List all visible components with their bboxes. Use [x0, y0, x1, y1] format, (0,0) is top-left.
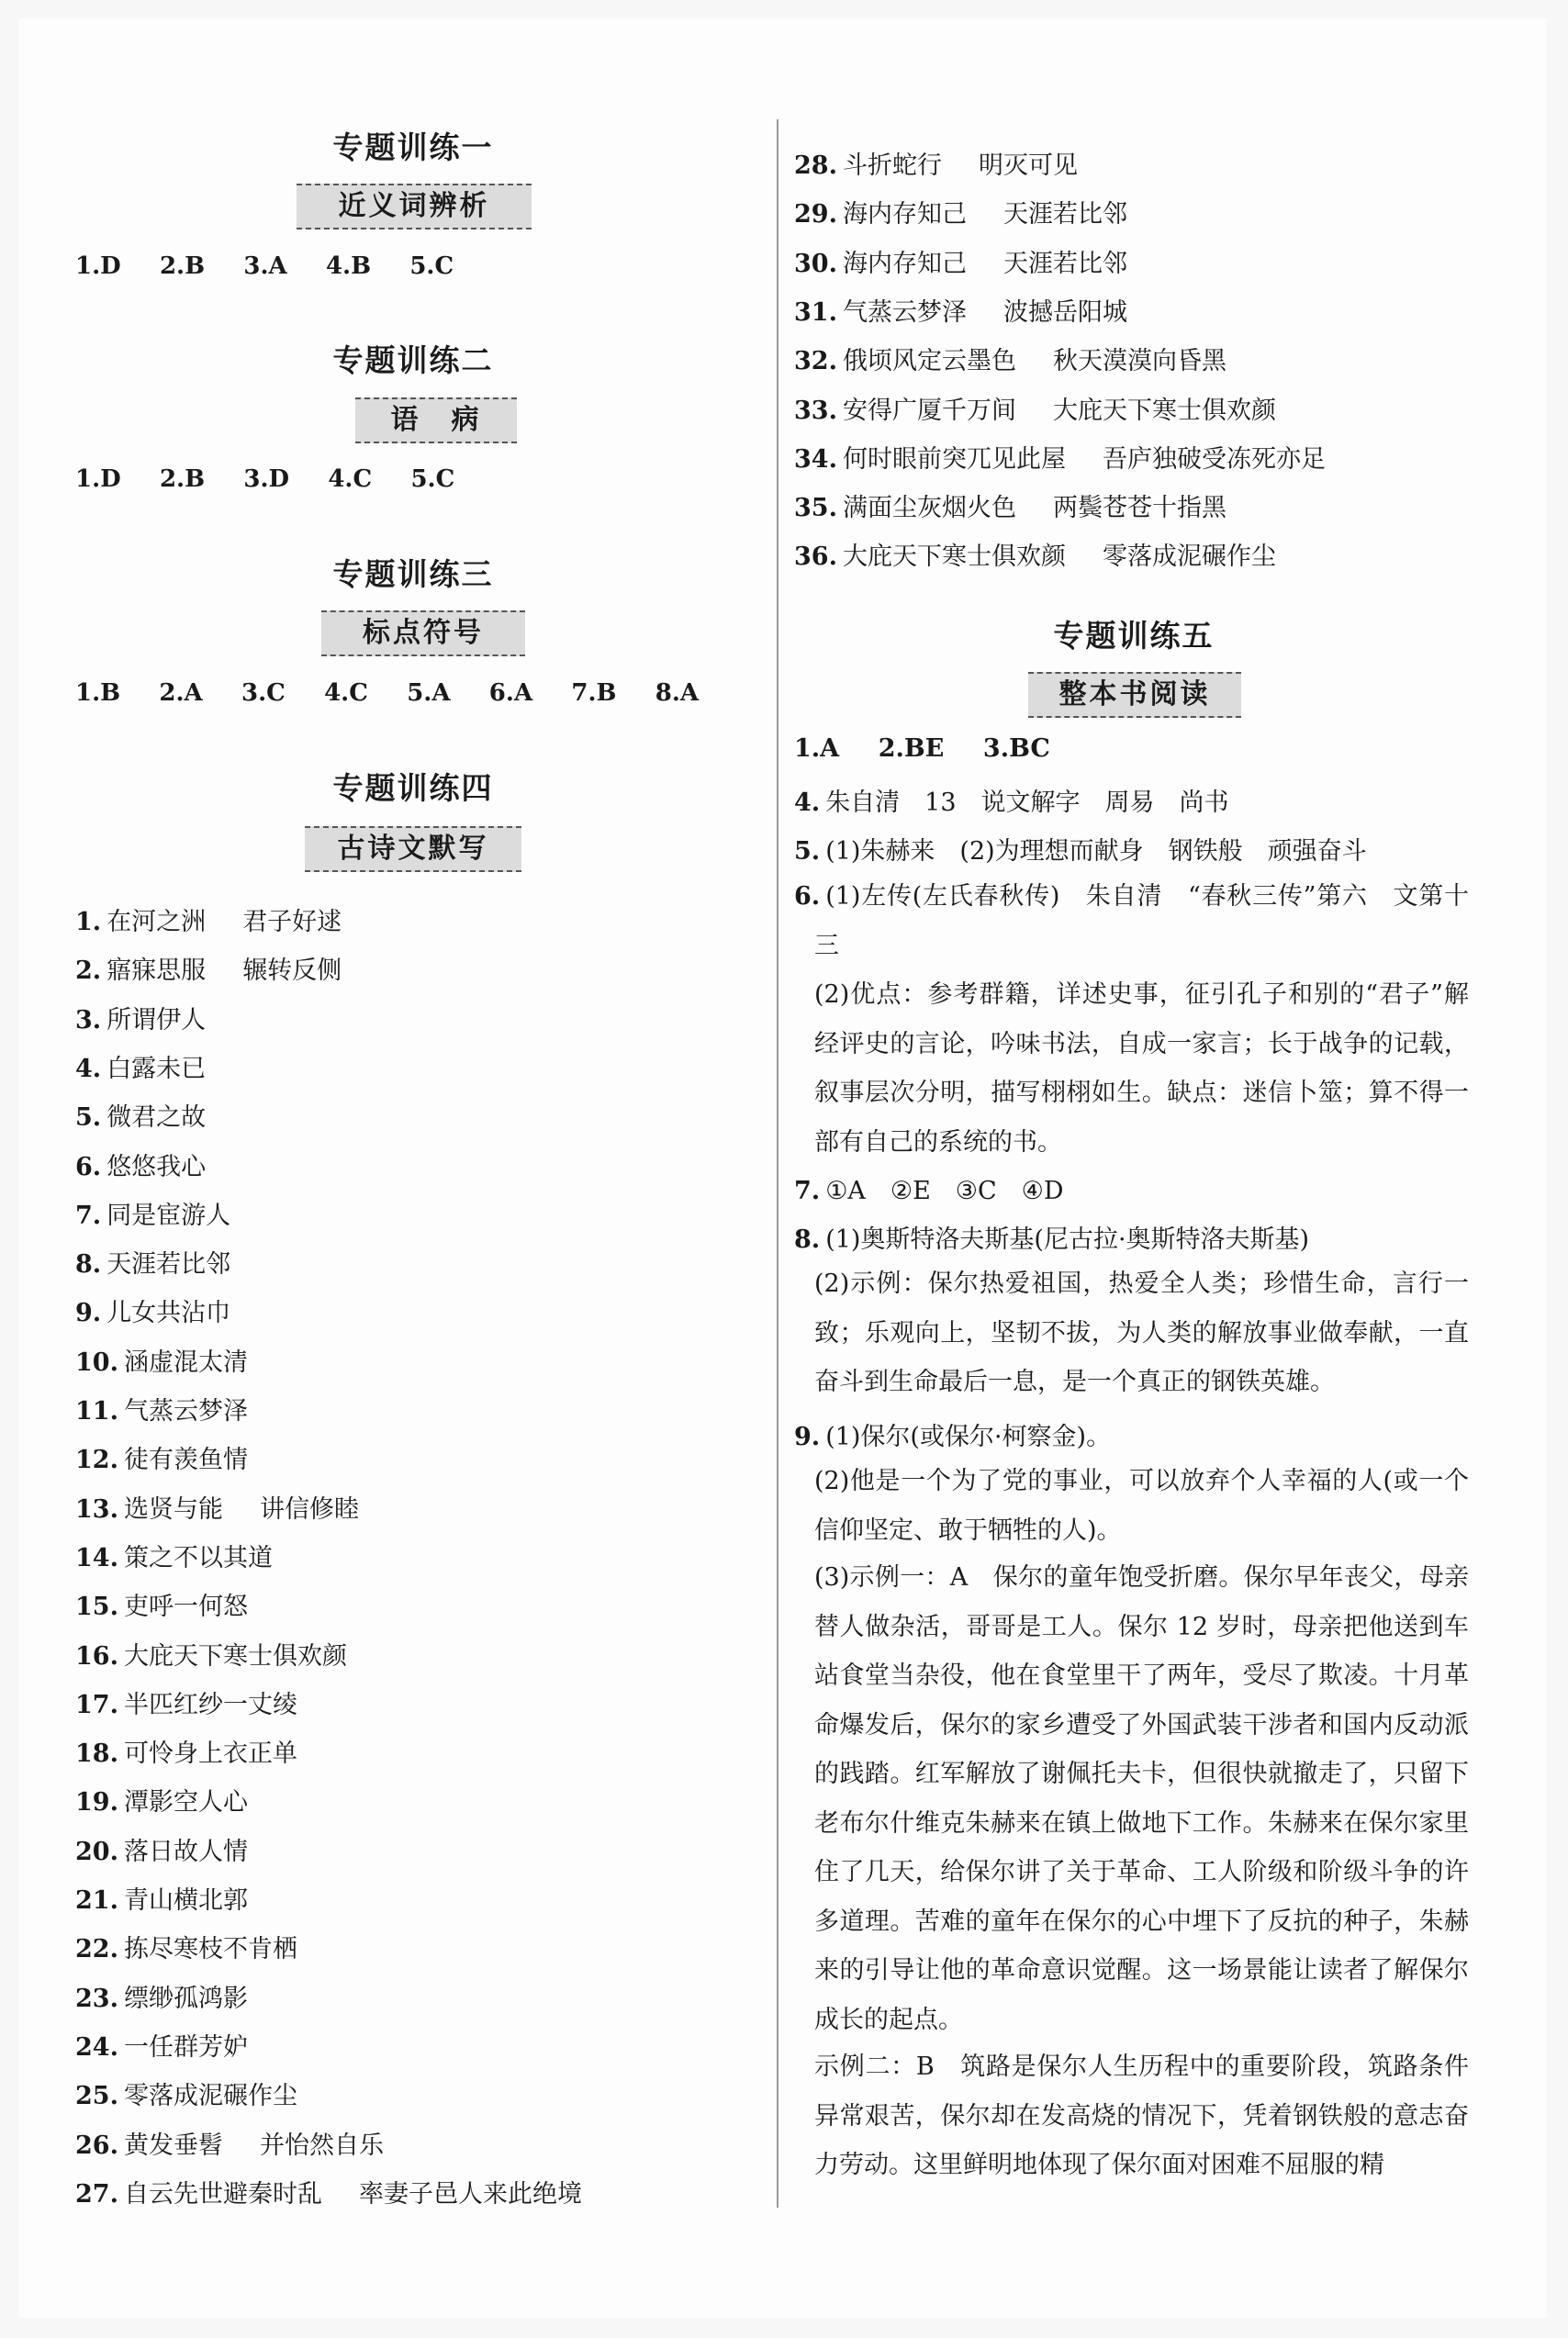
q-number: 31. — [794, 297, 837, 327]
answer: 5.A — [407, 679, 451, 707]
q-number: 4. — [794, 789, 821, 817]
q9-part4: 示例二：B 筑路是保尔人生历程中的重要阶段，筑路条件异常艰苦，保尔却在发高烧的情况下，凭着钢铁般的意志奋力劳动。这里鲜明地体现了保尔面对困难不屈服的精 — [814, 2053, 1469, 2179]
answer-line — [75, 1586, 285, 1622]
q-number: 17. — [75, 1690, 118, 1719]
answer-line — [75, 1342, 285, 1378]
answers-1 — [75, 252, 485, 280]
q-number: 21. — [75, 1886, 118, 1915]
q-number: 27. — [75, 2179, 118, 2209]
answer-text-a: 气蒸云梦泽 — [123, 1397, 248, 1426]
q-number: 5. — [75, 1103, 102, 1133]
q-number: 4. — [75, 1054, 102, 1083]
q-number: 11. — [75, 1397, 118, 1426]
q-text: (1)保尔(或保尔·柯察金)。 — [825, 1423, 1112, 1451]
q6-part1 — [794, 872, 1469, 970]
answer-line — [75, 1048, 242, 1084]
answer-text-a: 策之不以其道 — [123, 1543, 273, 1572]
answer-text-a: 满面尘灰烟火色 — [842, 494, 1016, 523]
answer-line — [75, 950, 342, 986]
q-text: (1)朱赫来 (2)为理想而献身 钢铁般 顽强奋斗 — [825, 837, 1367, 866]
q7-line — [794, 1170, 1064, 1206]
answer-text-a: 儿女共沾巾 — [106, 1299, 231, 1328]
q-number: 6. — [75, 1152, 102, 1181]
section-title-1: 专题训练一 — [332, 129, 494, 165]
answer-text-a: 一任群芳妒 — [123, 2032, 248, 2062]
answer-text-a: 选贤与能 — [123, 1494, 223, 1524]
answer-line — [75, 1733, 334, 1769]
answer-line — [794, 487, 1226, 523]
q5-line — [794, 831, 1367, 867]
q9-part3: (3)示例一：A 保尔的童年饱受折磨。保尔早年丧父，母亲替人做杂活，哥哥是工人。保尔 12 岁时，母亲把他送到车站食堂当杂役，他在食堂里干了两年，受尽了欺凌。十月革命爆发后，保尔的家乡遭受了外国武装干涉者和国内反动派的践踏。红军解放了谢佩托夫卡，但很快就撤走了，只留下老布尔什维克朱赫来在镇上做地下工作。朱赫来在保尔家里住了几天，给保尔讲了关于革命、工人阶级和阶级斗争的许多道理。苦难的童年在保尔的心中埋下了反抗的种子，朱赫来的引导让他的革命意识觉醒。这一场景能让读者了解保尔成长的起点。 — [814, 1563, 1469, 2034]
answer-line — [75, 1391, 285, 1426]
q-number: 35. — [794, 494, 837, 523]
q-number: 2. — [75, 956, 102, 986]
answer: 2.B — [159, 465, 206, 493]
answer-text-a: 寤寐思服 — [106, 956, 207, 986]
q9-line — [794, 1416, 1111, 1452]
q-number: 5. — [794, 837, 821, 866]
answer-text-b: 零落成泥碾作尘 — [1102, 543, 1276, 572]
answer-text-a: 同是宦游人 — [106, 1201, 231, 1230]
q-number: 24. — [75, 2032, 118, 2062]
answer-line — [75, 1147, 242, 1182]
answer-line — [75, 1097, 242, 1133]
q-number: 36. — [794, 543, 837, 572]
answer: 1.A — [794, 734, 840, 763]
q-number: 10. — [75, 1348, 118, 1377]
answer-line — [794, 243, 1127, 279]
answer-text-a: 可怜身上衣正单 — [123, 1740, 297, 1769]
q-text: ①A ②E ③C ④D — [825, 1177, 1064, 1205]
answer-line — [75, 1684, 334, 1720]
answer-text-a: 青山横北郭 — [123, 1886, 248, 1915]
answer-line — [75, 1195, 267, 1231]
answer-line — [75, 1636, 384, 1672]
q-number: 6. — [794, 882, 821, 911]
answer-line — [794, 439, 1326, 475]
answer-line — [75, 901, 342, 937]
q-text: 朱自清 13 说文解字 周易 尚书 — [825, 789, 1229, 817]
answer-text-b: 并怡然自乐 — [259, 2131, 384, 2160]
answer-text-a: 自云先世避秦时乱 — [123, 2179, 322, 2209]
answer-text-b: 秋天漠漠向昏黑 — [1052, 347, 1226, 376]
answer: 4.C — [328, 465, 373, 493]
section-title-5: 专题训练五 — [1053, 618, 1215, 654]
section-subtitle-1: 近义词辨析 — [297, 184, 532, 229]
answer-line — [75, 1489, 359, 1525]
answers-3 — [75, 679, 730, 707]
answer-text-a: 零落成泥碾作尘 — [123, 2082, 297, 2111]
answer-text-a: 斗折蛇行 — [842, 151, 942, 180]
q-number: 8. — [75, 1250, 102, 1280]
answers-5-1to3 — [794, 734, 1081, 763]
answer-text-a: 潭影空人心 — [123, 1788, 248, 1818]
answer: 8.A — [655, 679, 700, 707]
answer-text-b: 波撼岳阳城 — [1002, 297, 1127, 327]
section-subtitle-3: 标点符号 — [321, 610, 525, 656]
answer-text-b: 吾庐独破受冻死亦足 — [1102, 444, 1326, 474]
answer: 1.B — [75, 679, 121, 707]
answer-text-b: 大庇天下寒士俱欢颜 — [1052, 396, 1276, 425]
section-subtitle-5: 整本书阅读 — [1028, 672, 1241, 718]
q6-part2: (2)优点：参考群籍，详述史事，征引孔子和别的“君子”解经评史的言论，吟味书法，自成一家言；长于战争的记载，叙事层次分明，描写栩栩如生。缺点：迷信卜筮；算不得一部有自己的系统的书。 — [814, 980, 1469, 1157]
q8-line — [794, 1219, 1309, 1255]
q-number: 23. — [75, 1984, 118, 2013]
answer: 1.D — [75, 465, 121, 493]
answer-line — [794, 145, 1078, 181]
answer-line — [75, 1244, 267, 1280]
answer-text-a: 半匹红纱一丈绫 — [123, 1690, 297, 1719]
answer-text-a: 在河之洲 — [106, 908, 207, 936]
q-number: 26. — [75, 2131, 118, 2160]
answer-text-a: 何时眼前突兀见此屋 — [842, 444, 1066, 474]
answer-text-a: 落日故人情 — [123, 1837, 248, 1866]
answer-text-a: 天涯若比邻 — [106, 1250, 231, 1280]
answer-line — [794, 292, 1127, 328]
answer-text-a: 黄发垂髫 — [123, 2131, 223, 2160]
answer-line — [794, 341, 1226, 376]
section-subtitle-4: 古诗文默写 — [305, 826, 521, 872]
answer: 5.C — [410, 465, 455, 493]
answer-text-a: 缥缈孤鸿影 — [123, 1984, 248, 2013]
answer: 2.A — [159, 679, 203, 707]
q9-part2: (2)他是一个为了党的事业，可以放弃个人幸福的人(或一个信仰坚定、敢于牺牲的人)。 — [814, 1467, 1469, 1545]
q-number: 32. — [794, 347, 837, 376]
answer-text-b: 明灭可见 — [978, 151, 1078, 180]
answer: 3.A — [243, 252, 287, 280]
answer-line — [75, 1538, 309, 1573]
answer-text-a: 涵虚混太清 — [123, 1348, 248, 1377]
answer-text-a: 大庇天下寒士俱欢颜 — [123, 1641, 347, 1671]
q-number: 9. — [75, 1299, 102, 1328]
answer-line — [794, 194, 1127, 229]
q-number: 7. — [75, 1201, 102, 1230]
answer-text-a: 海内存知己 — [842, 249, 967, 278]
q-number: 3. — [75, 1005, 102, 1035]
answer-text-b: 天涯若比邻 — [1002, 249, 1127, 278]
q-number: 1. — [75, 908, 102, 936]
q-number: 34. — [794, 444, 837, 474]
answer-line — [794, 536, 1276, 572]
q-number: 13. — [75, 1494, 118, 1524]
answer: 7.B — [571, 679, 617, 707]
answer: 6.A — [488, 679, 533, 707]
answer-line — [75, 1929, 334, 1964]
answer: 3.C — [241, 679, 286, 707]
answer-line — [75, 1439, 285, 1475]
answer-text-a: 所谓伊人 — [106, 1005, 207, 1035]
answer-line — [75, 1000, 242, 1035]
answer-line — [75, 2027, 285, 2063]
q-number: 19. — [75, 1788, 118, 1818]
page — [18, 18, 1547, 2318]
q-number: 9. — [794, 1423, 821, 1451]
q-number: 29. — [794, 200, 837, 229]
answer-text-a: 大庇天下寒士俱欢颜 — [842, 543, 1066, 572]
answer-text-a: 徒有羡鱼情 — [123, 1446, 248, 1475]
answer-line — [75, 1831, 285, 1867]
answer-line — [75, 2174, 582, 2209]
q-number: 22. — [75, 1935, 118, 1964]
q-number: 20. — [75, 1837, 118, 1866]
answer-text-a: 吏呼一何怒 — [123, 1593, 248, 1622]
q-number: 28. — [794, 151, 837, 180]
answer-text-b: 率妻子邑人来此绝境 — [358, 2179, 582, 2209]
answer: 2.B — [159, 252, 206, 280]
answer: 3.D — [243, 465, 290, 493]
answer-line — [75, 1880, 285, 1916]
q8-part2: (2)示例：保尔热爱祖国，热爱全人类；珍惜生命，言行一致；乐观向上，坚韧不拔，为人类的解放事业做奉献，一直奋斗到生命最后一息，是一个真正的钢铁英雄。 — [814, 1270, 1469, 1396]
answer-text-a: 悠悠我心 — [106, 1152, 207, 1181]
answer-text-a: 白露未已 — [106, 1054, 207, 1083]
section-title-2: 专题训练二 — [332, 342, 494, 378]
q-number: 15. — [75, 1593, 118, 1622]
answer: 1.D — [75, 252, 121, 280]
q-text: (1)奥斯特洛夫斯基(尼古拉·奥斯特洛夫斯基) — [825, 1225, 1310, 1254]
answer: 2.BE — [878, 734, 945, 763]
answer-text-b: 两鬓苍苍十指黑 — [1052, 494, 1226, 523]
answer-line — [794, 390, 1276, 426]
section-title-4: 专题训练四 — [332, 770, 494, 806]
answer-text-b: 辗转反侧 — [242, 956, 342, 986]
answers-2 — [75, 465, 486, 493]
answer-line — [75, 1292, 267, 1328]
answer-text-a: 安得广厦千万间 — [842, 396, 1016, 425]
answer-text-a: 气蒸云梦泽 — [842, 297, 967, 327]
q-number: 14. — [75, 1543, 118, 1572]
q4-line — [794, 782, 1229, 818]
answer-line — [75, 1782, 285, 1818]
answer-text-a: 俄顷风定云墨色 — [842, 347, 1016, 376]
answer: 3.BC — [982, 734, 1050, 763]
answer: 4.B — [325, 252, 372, 280]
answer-line — [75, 2075, 334, 2111]
q-text: (1)左传(左氏春秋传) 朱自清 “春秋三传”第六 文第十三 — [814, 882, 1469, 960]
q-number: 33. — [794, 396, 837, 425]
q-number: 8. — [794, 1225, 821, 1254]
answer: 5.C — [409, 252, 454, 280]
q-number: 18. — [75, 1740, 118, 1769]
answer-line — [75, 1978, 285, 2014]
q-number: 16. — [75, 1641, 118, 1671]
q-number: 30. — [794, 249, 837, 278]
section-title-3: 专题训练三 — [332, 556, 494, 592]
answer-line — [75, 2125, 384, 2161]
q-number: 25. — [75, 2082, 118, 2111]
section-subtitle-2: 语 病 — [355, 397, 517, 443]
q-number: 7. — [794, 1177, 821, 1205]
answer-text-a: 海内存知己 — [842, 200, 967, 229]
answer-text-a: 拣尽寒枝不肯栖 — [123, 1935, 297, 1964]
answer-text-a: 微君之故 — [106, 1103, 207, 1133]
answer: 4.C — [324, 679, 368, 707]
column-divider — [777, 119, 778, 2208]
answer-text-b: 天涯若比邻 — [1002, 200, 1127, 229]
q-number: 12. — [75, 1446, 118, 1475]
answer-text-b: 讲信修睦 — [259, 1494, 359, 1524]
answer-text-b: 君子好逑 — [242, 908, 342, 936]
